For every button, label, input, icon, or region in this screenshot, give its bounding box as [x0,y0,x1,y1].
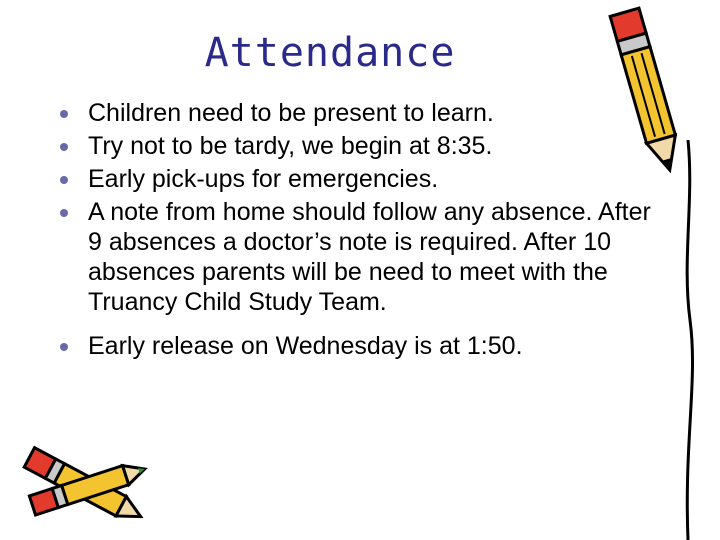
bullet-item [58,98,658,128]
bullet-dot-icon [60,209,68,217]
bullet-item [58,131,658,161]
bullet-text: A note from home should follow any absence. After 9 absences a doctor’s note is required. After 10 absences parents will be need to meet with the Truancy Child Study Team. [88,198,651,316]
squiggle-line-decoration [668,140,708,540]
bullet-text: Early release on Wednesday is at 1:50. [88,332,523,360]
bullet-dot-icon [60,110,68,118]
bullet-item [58,197,658,317]
bullet-text: Early pick-ups for emergencies. [88,165,439,193]
bullet-text: Try not to be tardy, we begin at 8:35. [88,132,493,160]
slide-title: Attendance [204,30,456,76]
bullet-dot-icon [60,176,68,184]
bullet-item [58,164,658,194]
bullet-item [58,331,658,361]
pencil-clipart-bottom-left [0,440,160,540]
bullet-dot-icon [60,143,68,151]
bullet-dot-icon [60,343,68,351]
bullet-text: Children need to be present to learn. [88,99,494,127]
bullet-list [58,98,658,364]
